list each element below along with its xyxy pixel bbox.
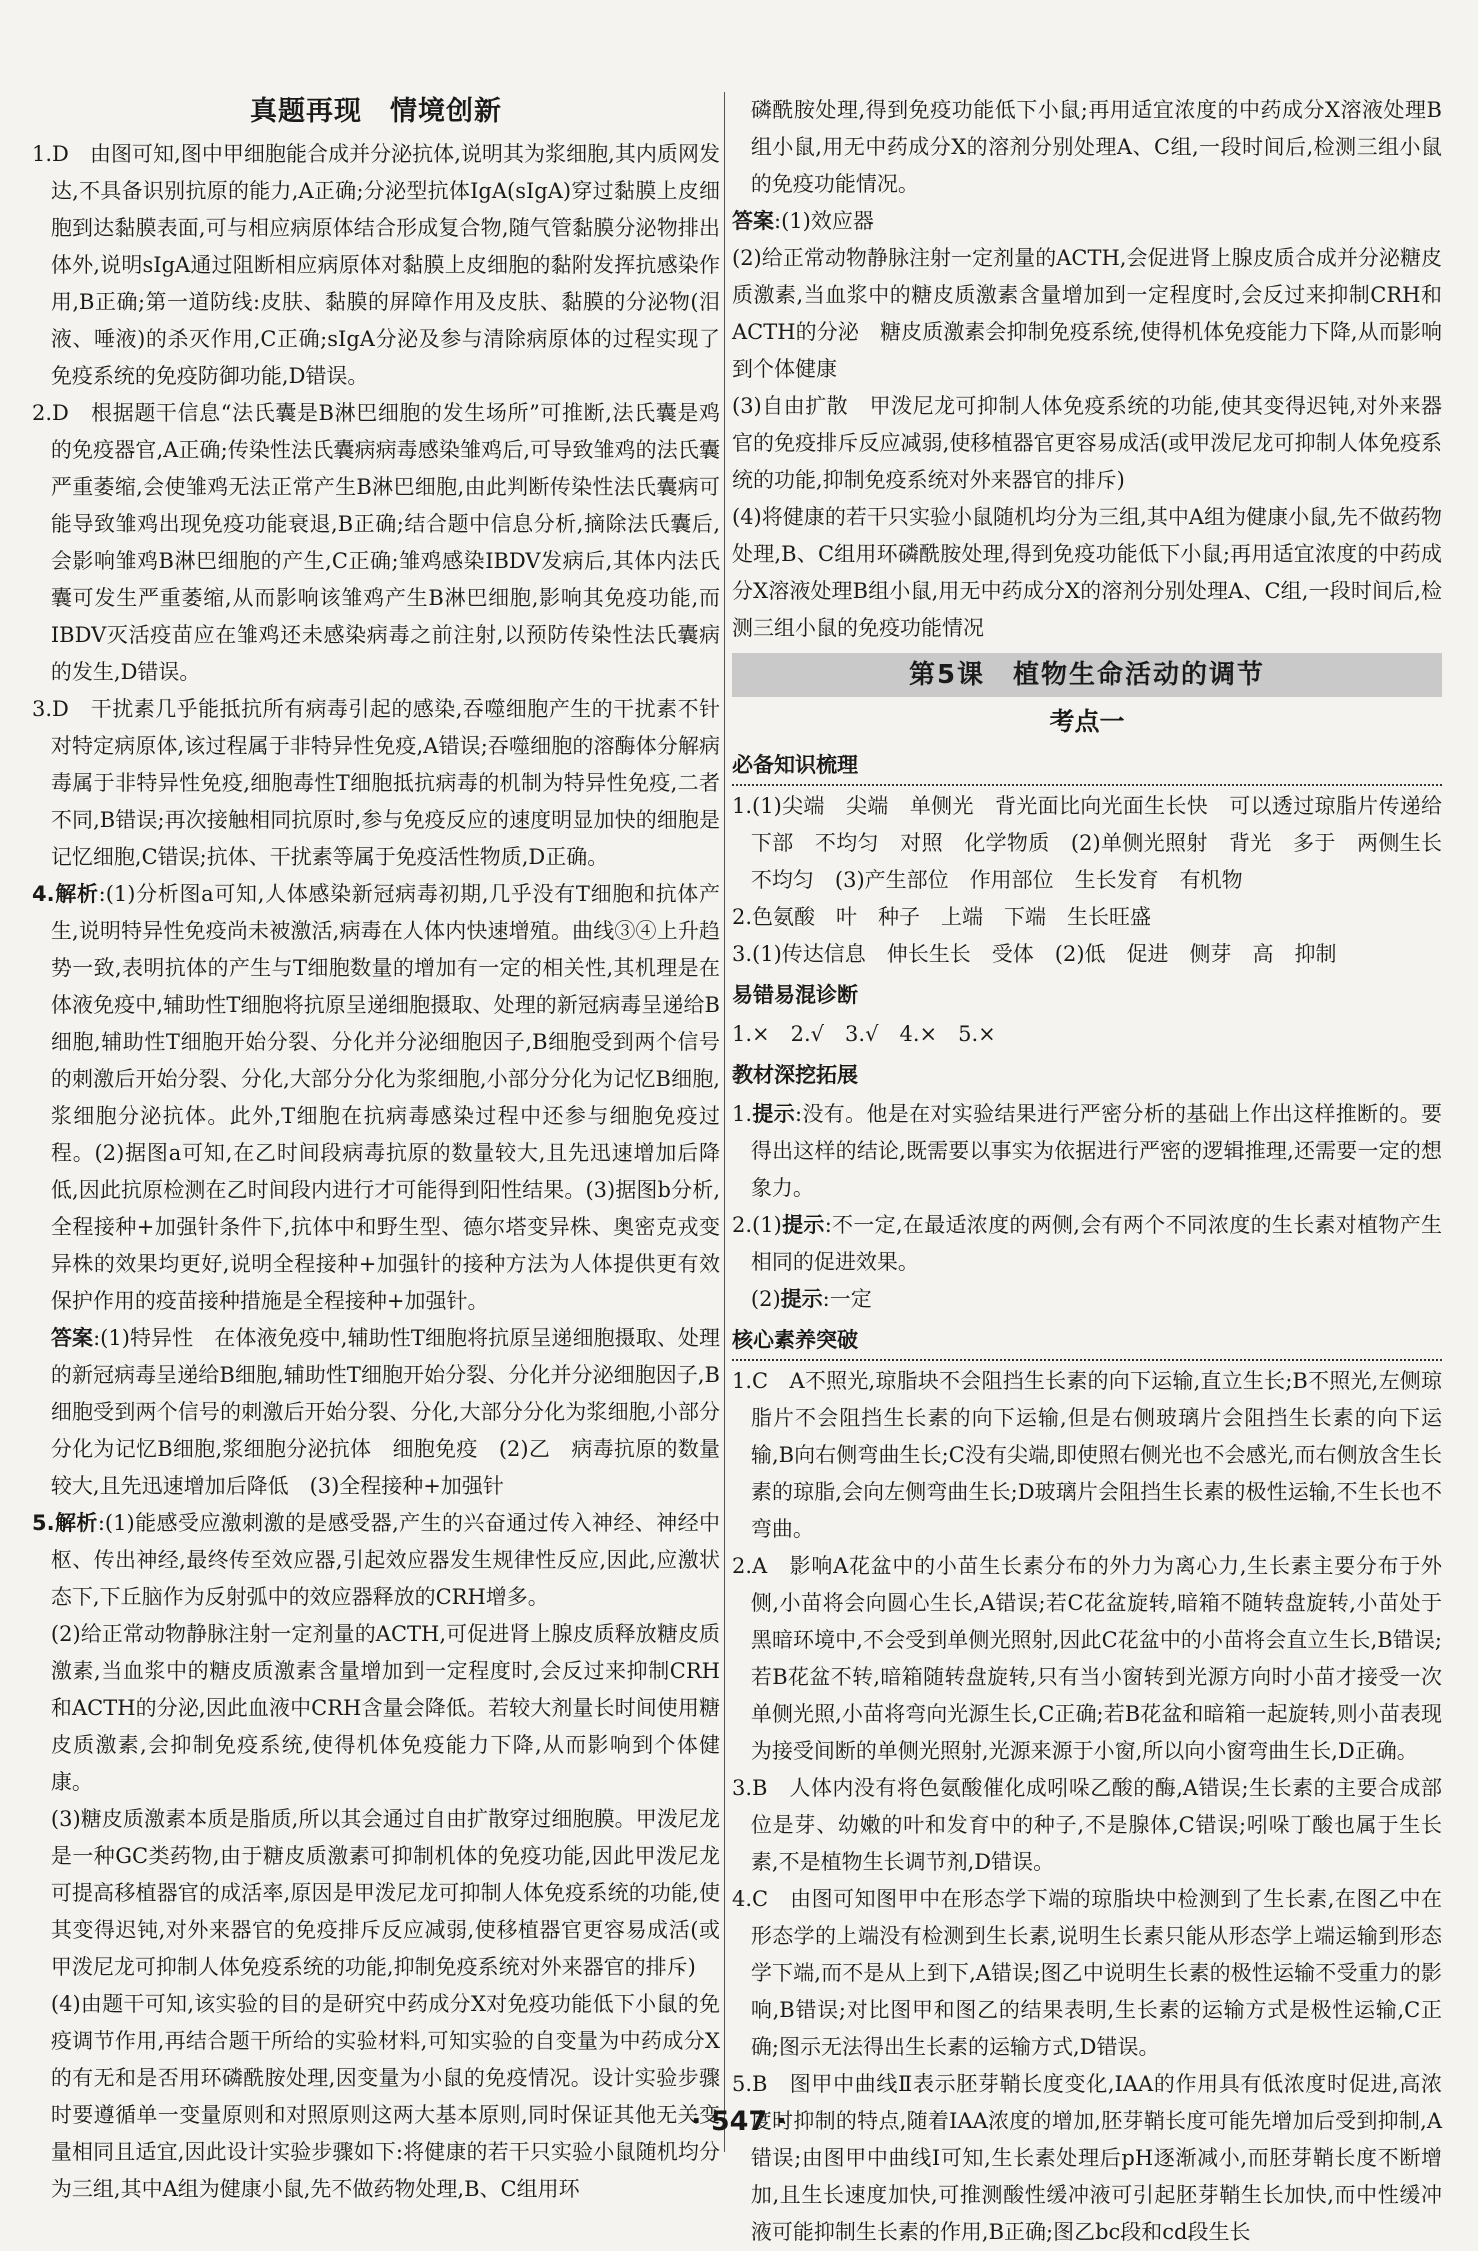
hint-text: :不一定,在最适浓度的两侧,会有两个不同浓度的生长素对植物产生相同的促进效果。 [750, 1213, 1442, 1274]
hint-label: 提示 [752, 1102, 796, 1126]
answer-5-continued: 磷酰胺处理,得到免疫功能低下小鼠;再用适宜浓度的中药成分X溶液处理B组小鼠,用无中药成分X的溶剂分别处理A、C组,一段时间后,检测三组小鼠的免疫功能情况。 [750, 98, 1442, 196]
right-column [732, 92, 1442, 2251]
hint-text: :没有。他是在对实验结果进行严密分析的基础上作出这样推断的。要得出这样的结论,既需要以事实为依据进行严密的逻辑推理,还需要一定的想象力。 [750, 1102, 1443, 1200]
answer-text: :(1)效应器 [774, 209, 874, 233]
item-number: 1. [732, 1102, 753, 1126]
left-column [32, 92, 720, 2208]
bibei-item-1: 1.(1)尖端 尖端 单侧光 背光面比向光面生长快 可以透过琼脂片传递给下部 不均匀 对照 化学物质 (2)单侧光照射 背光 多于 两侧生长不均匀 (3)产生部位 作用部位 生长发育 有机物 [732, 794, 1442, 892]
hexin-item-3: 3.B 人体内没有将色氨酸催化成吲哚乙酸的酶,A错误;生长素的主要合成部位是芽、幼嫩的叶和发育中的种子,不是腺体,C错误;吲哚丁酸也属于生长素,不是植物生长调节剂,D错误。 [732, 1776, 1442, 1874]
answer-4-answer [32, 1320, 720, 1505]
hint-text: :一定 [822, 1287, 872, 1311]
kaodian-heading: 考点一 [1049, 707, 1125, 736]
lesson-banner: 第5课 植物生命活动的调节 [732, 653, 1442, 697]
answer-2: 2.D 根据题干信息“法氏囊是B淋巴细胞的发生场所”可推断,法氏囊是鸡的免疫器官,A正确;传染性法氏囊病病毒感染雏鸡后,可导致雏鸡的法氏囊严重萎缩,会使雏鸡无法正常产生B淋巴细胞,由此判断传染性法氏囊病可能导致雏鸡出现免疫功能衰退,B正确;结合题中信息分析,摘除法氏囊后,会影响雏鸡B淋巴细胞的产生,C正确;雏鸡感染IBDV发病后,其体内法氏囊可发生严重萎缩,从而影响该雏鸡产生B淋巴细胞,影响其免疫功能,而IBDV灭活疫苗应在雏鸡还未感染病毒之前注射,以预防传染性法氏囊病的发生,D错误。 [32, 401, 720, 684]
analysis-label: 4.解析 [32, 882, 99, 906]
yicuo-heading: 易错易混诊断 [732, 983, 858, 1007]
bibei-item-3: 3.(1)传达信息 伸长生长 受体 (2)低 促进 侧芽 高 抑制 [732, 942, 1337, 966]
jiaocai-heading: 教材深挖拓展 [732, 1063, 858, 1087]
answer-5-answer-part-4: (4)将健康的若干只实验小鼠随机均分为三组,其中A组为健康小鼠,先不做药物处理,B、C组用环磷酰胺处理,得到免疫功能低下小鼠;再用适宜浓度的中药成分X溶液处理B组小鼠,用无中药成分X的溶剂分别处理A、C组,一段时间后,检测三组小鼠的免疫功能情况 [732, 505, 1442, 640]
item-number: (2) [750, 1287, 781, 1311]
answer-5-part-4: (4)由题干可知,该实验的目的是研究中药成分X对免疫功能低下小鼠的免疫调节作用,再结合题干所给的实验材料,可知实验的自变量为中药成分X的有无和是否用环磷酰胺处理,因变量为小鼠的免疫情况。设计实验步骤时要遵循单一变量原则和对照原则这两大基本原则,同时保证其他无关变量相同且适宜,因此设计实验步骤如下:将健康的若干只实验小鼠随机均分为三组,其中A组为健康小鼠,先不做药物处理,B、C组用环 [50, 1992, 720, 2201]
answer-label: 答案 [732, 209, 774, 233]
hexin-heading: 核心素养突破 [732, 1322, 1442, 1361]
answer-1: 1.D 由图可知,图中甲细胞能合成并分泌抗体,说明其为浆细胞,其内质网发达,不具备识别抗原的能力,A正确;分泌型抗体IgA(sIgA)穿过黏膜上皮细胞到达黏膜表面,可与相应病原体结合形成复合物,随气管黏膜分泌物排出体外,说明sIgA通过阻断相应病原体对黏膜上皮细胞的黏附发挥抗感染作用,B正确;第一道防线:皮肤、黏膜的屏障作用及皮肤、黏膜的分泌物(泪液、唾液)的杀灭作用,C正确;sIgA分泌及参与清除病原体的过程实现了免疫系统的免疫防御功能,D错误。 [32, 142, 720, 388]
yicuo-answers: 1.× 2.√ 3.√ 4.× 5.× [732, 1022, 996, 1046]
hint-label: 提示 [780, 1287, 823, 1311]
analysis-label: 5.解析 [32, 1511, 98, 1535]
item-number: 2.(1) [732, 1213, 782, 1237]
bibei-item-2: 2.色氨酸 叶 种子 上端 下端 生长旺盛 [732, 905, 1152, 929]
answer-label: 答案 [50, 1326, 94, 1350]
answer-text: :(1)特异性 在体液免疫中,辅助性T细胞将抗原呈递细胞摄取、处理的新冠病毒呈递给B细胞,辅助性T细胞开始分裂、分化并分泌细胞因子,B细胞受到两个信号的刺激后开始分裂、分化,大部分分化为浆细胞,小部分分化为记忆B细胞,浆细胞分泌抗体 细胞免疫 (2)乙 病毒抗原的数量较大,且先迅速增加后降低 (3)全程接种+加强针 [50, 1326, 720, 1498]
answer-5-answer [732, 203, 1442, 240]
hexin-item-5: 5.B 图甲中曲线Ⅱ表示胚芽鞘长度变化,IAA的作用具有低浓度时促进,高浓度时抑制的特点,随着IAA浓度的增加,胚芽鞘长度可能先增加后受到抑制,A错误;由图甲中曲线Ⅰ可知,生长素处理后pH逐渐减小,而胚芽鞘长度不断增加,且生长速度加快,可推测酸性缓冲液可引起胚芽鞘生长加快,而中性缓冲液可能抑制生长素的作用,B正确;图乙bc段和cd段生长 [732, 2072, 1442, 2244]
hexin-item-1: 1.C A不照光,琼脂块不会阻挡生长素的向下运输,直立生长;B不照光,左侧琼脂片不会阻挡生长素的向下运输,但是右侧玻璃片会阻挡生长素的向下运输,B向右侧弯曲生长;C没有尖端,即使照右侧光也不会感光,而右侧放含生长素的琼脂,会向左侧弯曲生长;D玻璃片会阻挡生长素的极性运输,不生长也不弯曲。 [732, 1369, 1442, 1541]
column-divider [724, 92, 725, 2152]
answer-4-analysis [32, 876, 720, 1320]
answer-5-part-3: (3)糖皮质激素本质是脂质,所以其会通过自由扩散穿过细胞膜。甲泼尼龙是一种GC类药物,由于糖皮质激素可抑制机体的免疫功能,因此甲泼尼龙可提高移植器官的成活率,原因是甲泼尼龙可抑制人体免疫系统的功能,使其变得迟钝,对外来器官的免疫排斥反应减弱,使移植器官更容易成活(或甲泼尼龙可抑制人体免疫系统的功能,抑制免疫系统对外来器官的排斥) [50, 1807, 720, 1979]
hexin-item-4: 4.C 由图可知图甲中在形态学下端的琼脂块中检测到了生长素,在图乙中在形态学的上端没有检测到生长素,说明生长素只能从形态学上端运输到形态学下端,而不是从上到下,A错误;图乙中说明生长素的极性运输不受重力的影响,B错误;对比图甲和图乙的结果表明,生长素的运输方式是极性运输,C正确;图示无法得出生长素的运输方式,D错误。 [732, 1887, 1442, 2059]
answer-3: 3.D 干扰素几乎能抵抗所有病毒引起的感染,吞噬细胞产生的干扰素不针对特定病原体,该过程属于非特异性免疫,A错误;吞噬细胞的溶酶体分解病毒属于非特异性免疫,细胞毒性T细胞抵抗病毒的机制为特异性免疫,二者不同,B错误;再次接触相同抗原时,参与免疫反应的速度明显加快的细胞是记忆细胞,C错误;抗体、干扰素等属于免疫活性物质,D正确。 [32, 697, 720, 869]
jiaocai-item-1 [732, 1096, 1442, 1207]
jiaocai-item-2b [732, 1281, 1442, 1318]
hint-label: 提示 [781, 1213, 825, 1237]
bibei-heading: 必备知识梳理 [732, 747, 1442, 786]
analysis-text: :(1)能感受应激刺激的是感受器,产生的兴奋通过传入神经、神经中枢、传出神经,最终传至效应器,引起效应器发生规律性反应,因此,应激状态下,下丘脑作为反射弧中的效应器释放的CRH增多。 [50, 1511, 720, 1609]
answer-5-part-2: (2)给正常动物静脉注射一定剂量的ACTH,可促进肾上腺皮质释放糖皮质激素,当血浆中的糖皮质激素含量增加到一定程度时,会反过来抑制CRH和ACTH的分泌,因此血液中CRH含量会降低。若较大剂量长时间使用糖皮质激素,会抑制免疫系统,使得机体免疫能力下降,从而影响到个体健康。 [50, 1622, 720, 1794]
section-title: 真题再现 情境创新 [250, 96, 502, 127]
hexin-item-2: 2.A 影响A花盆中的小苗生长素分布的外力为离心力,生长素主要分布于外侧,小苗将会向圆心生长,A错误;若C花盆旋转,暗箱不随转盘旋转,小苗处于黑暗环境中,不会受到单侧光照射,因此C花盆中的小苗将会直立生长,B错误;若B花盆不转,暗箱随转盘旋转,只有当小窗转到光源方向时小苗才接受一次单侧光照,小苗将弯向光源生长,C正确;若B花盆和暗箱一起旋转,则小苗表现为接受间断的单侧光照射,光源来源于小窗,所以向小窗弯曲生长,D正确。 [732, 1554, 1442, 1763]
answer-5-answer-part-3: (3)自由扩散 甲泼尼龙可抑制人体免疫系统的功能,使其变得迟钝,对外来器官的免疫排斥反应减弱,使移植器官更容易成活(或甲泼尼龙可抑制人体免疫系统的功能,抑制免疫系统对外来器官的排斥) [732, 394, 1442, 492]
answer-5-analysis [32, 1505, 720, 1616]
answer-5-answer-part-2: (2)给正常动物静脉注射一定剂量的ACTH,会促进肾上腺皮质合成并分泌糖皮质激素,当血浆中的糖皮质激素含量增加到一定程度时,会反过来抑制CRH和ACTH的分泌 糖皮质激素会抑制免疫系统,使得机体免疫能力下降,从而影响到个体健康 [732, 246, 1442, 381]
jiaocai-item-2 [732, 1207, 1442, 1281]
page-number: · 547 · [691, 2106, 787, 2137]
analysis-text: :(1)分析图a可知,人体感染新冠病毒初期,几乎没有T细胞和抗体产生,说明特异性免疫尚未被激活,病毒在人体内快速增殖。曲线③④上升趋势一致,表明抗体的产生与T细胞数量的增加有一定的相关性,其机理是在体液免疫中,辅助性T细胞将抗原呈递细胞摄取、处理的新冠病毒呈递给B细胞,辅助性T细胞开始分裂、分化并分泌细胞因子,B细胞受到两个信号的刺激后开始分裂、分化,大部分分化为浆细胞,小部分分化为记忆B细胞,浆细胞分泌抗体。此外,T细胞在抗病毒感染过程中还参与细胞免疫过程。(2)据图a可知,在乙时间段病毒抗原的数量较大,且先迅速增加后降低,因此抗原检测在乙时间段内进行才可能得到阳性结果。(3)据图b分析,全程接种+加强针条件下,抗体中和野生型、德尔塔变异株、奥密克戎变异株的效果均更好,说明全程接种+加强针的接种方法为人体提供更有效保护作用的疫苗接种措施是全程接种+加强针。 [50, 882, 720, 1313]
